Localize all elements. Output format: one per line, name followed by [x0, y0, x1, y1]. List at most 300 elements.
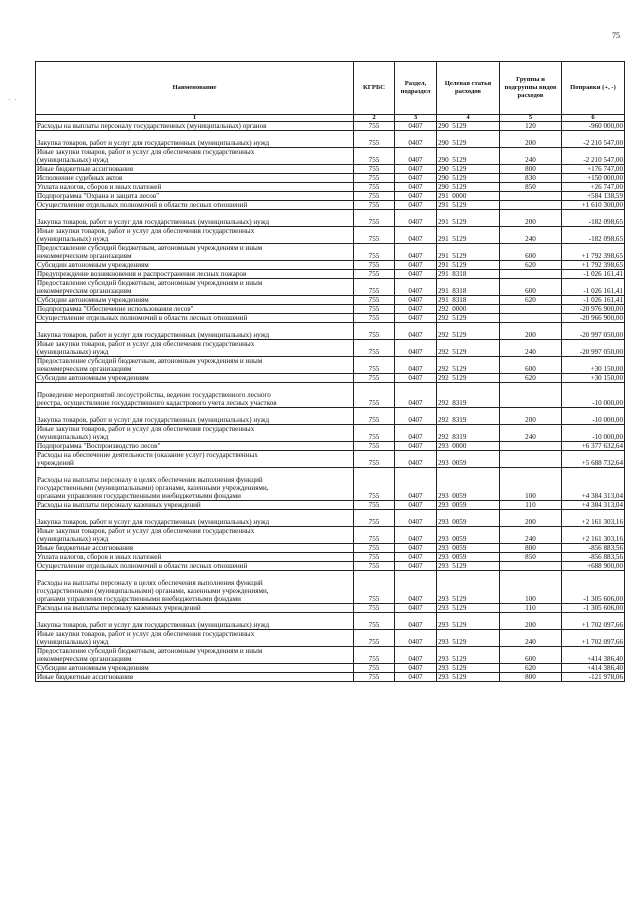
- table-row: [36, 261, 625, 270]
- row-name: [36, 664, 354, 673]
- table-row: [36, 374, 625, 383]
- row-group: [500, 192, 562, 201]
- column-number: 1: [36, 115, 354, 122]
- row-group: 600: [500, 244, 562, 261]
- row-section: 0407: [395, 571, 437, 604]
- row-group: 600: [500, 357, 562, 374]
- row-target: 290 5129: [437, 122, 500, 131]
- header-target: Целевая статья расходов: [437, 62, 500, 115]
- row-amount: -960 000,00: [562, 122, 625, 131]
- row-group: 200: [500, 131, 562, 148]
- row-group: 200: [500, 510, 562, 527]
- table-row: [36, 165, 625, 174]
- table-row: [36, 501, 625, 510]
- row-name: [36, 227, 354, 244]
- row-target: 291 5129: [437, 244, 500, 261]
- row-name: [36, 131, 354, 148]
- row-name-line: государственными (муниципальными) органами, казенными учреждениями,: [37, 484, 269, 492]
- row-kgrbs: 755: [354, 604, 395, 613]
- row-name-line: государственными (муниципальными) органами, казенными учреждениями,: [37, 587, 269, 595]
- row-name: [36, 510, 354, 527]
- row-name: [36, 148, 354, 165]
- row-group: 200: [500, 613, 562, 630]
- row-group: 600: [500, 279, 562, 296]
- row-section: 0407: [395, 664, 437, 673]
- table-row: [36, 383, 625, 408]
- row-name: [36, 647, 354, 664]
- row-name-line: Расходы на выплаты персоналу в целях обеспечения выполнения функций: [37, 579, 263, 587]
- row-name-line: Иные закупки товаров, работ и услуг для обеспечения государственных: [37, 527, 255, 535]
- row-kgrbs: 755: [354, 279, 395, 296]
- table-row: [36, 562, 625, 571]
- row-name-line: Расходы на выплаты персоналу казенных учреждений: [37, 501, 201, 509]
- row-target: 293 0000: [437, 442, 500, 451]
- row-amount: -856 883,56: [562, 544, 625, 553]
- row-group: [500, 562, 562, 571]
- row-amount: +1 792 398,65: [562, 244, 625, 261]
- row-amount: +688 900,00: [562, 562, 625, 571]
- row-name: [36, 210, 354, 227]
- row-name-line: (муниципальных) нужд: [37, 433, 109, 441]
- row-amount: +30 150,00: [562, 374, 625, 383]
- row-name-line: Субсидии автономным учреждениям: [37, 296, 149, 304]
- row-name-line: органами управления государственными внебюджетными фондами: [37, 595, 241, 603]
- row-target: 292 5129: [437, 340, 500, 357]
- row-section: 0407: [395, 131, 437, 148]
- column-number: 4: [437, 115, 500, 122]
- row-target: 292 5129: [437, 314, 500, 323]
- table-row: [36, 279, 625, 296]
- row-section: 0407: [395, 357, 437, 374]
- row-name-line: (муниципальных) нужд: [37, 156, 109, 164]
- row-amount: +1 702 097,66: [562, 613, 625, 630]
- row-kgrbs: 755: [354, 425, 395, 442]
- row-name-line: Закупка товаров, работ и услуг для государственных (муниципальных) нужд: [37, 416, 270, 424]
- row-kgrbs: 755: [354, 201, 395, 210]
- row-name-line: [37, 613, 352, 621]
- table-row: [36, 296, 625, 305]
- row-group: [500, 305, 562, 314]
- row-section: 0407: [395, 279, 437, 296]
- row-target: 293 0059: [437, 527, 500, 544]
- row-group: 200: [500, 323, 562, 340]
- row-kgrbs: 755: [354, 647, 395, 664]
- row-target: 293 5129: [437, 604, 500, 613]
- row-name-line: Расходы на выплаты персоналу казенных учреждений: [37, 604, 201, 612]
- row-section: 0407: [395, 604, 437, 613]
- row-name: [36, 122, 354, 131]
- table-row: [36, 510, 625, 527]
- row-amount: -10 000,00: [562, 383, 625, 408]
- row-name: [36, 305, 354, 314]
- row-amount: -2 210 547,00: [562, 131, 625, 148]
- row-name-line: Предоставление субсидий бюджетным, автономным учреждениям и иным: [37, 647, 263, 655]
- row-section: 0407: [395, 408, 437, 425]
- column-number: 2: [354, 115, 395, 122]
- row-amount: -2 210 547,00: [562, 148, 625, 165]
- table-row: [36, 227, 625, 244]
- row-section: 0407: [395, 192, 437, 201]
- table-row: [36, 305, 625, 314]
- row-name-line: некоммерческим организациям: [37, 252, 132, 260]
- row-group: 800: [500, 165, 562, 174]
- row-section: 0407: [395, 613, 437, 630]
- row-kgrbs: 755: [354, 227, 395, 244]
- row-group: 240: [500, 527, 562, 544]
- row-amount: +30 150,00: [562, 357, 625, 374]
- row-kgrbs: 755: [354, 630, 395, 647]
- row-section: 0407: [395, 527, 437, 544]
- row-kgrbs: 755: [354, 305, 395, 314]
- row-target: 293 0059: [437, 544, 500, 553]
- row-name: [36, 562, 354, 571]
- row-target: 291 8318: [437, 270, 500, 279]
- row-amount: -10 000,00: [562, 425, 625, 442]
- row-group: 240: [500, 148, 562, 165]
- row-name: [36, 442, 354, 451]
- row-name: [36, 174, 354, 183]
- row-name: [36, 501, 354, 510]
- row-amount: -20 997 050,00: [562, 323, 625, 340]
- row-name: [36, 270, 354, 279]
- table-row: [36, 210, 625, 227]
- row-name: [36, 544, 354, 553]
- row-kgrbs: 755: [354, 501, 395, 510]
- column-number: 5: [500, 115, 562, 122]
- row-amount: +5 688 732,64: [562, 451, 625, 468]
- row-target: 293 0059: [437, 553, 500, 562]
- row-name-line: Иные закупки товаров, работ и услуг для обеспечения государственных: [37, 148, 255, 156]
- row-name-line: Расходы на выплаты персоналу в целях обеспечения выполнения функций: [37, 476, 263, 484]
- table-row: [36, 244, 625, 261]
- row-target: 293 5129: [437, 571, 500, 604]
- row-section: 0407: [395, 630, 437, 647]
- row-target: 290 5129: [437, 148, 500, 165]
- row-name: [36, 244, 354, 261]
- row-group: 830: [500, 174, 562, 183]
- row-name-line: Субсидии автономным учреждениям: [37, 664, 149, 672]
- table-row: [36, 122, 625, 131]
- row-section: 0407: [395, 553, 437, 562]
- row-name: [36, 408, 354, 425]
- row-amount: -182 098,65: [562, 210, 625, 227]
- row-target: 293 0059: [437, 451, 500, 468]
- table-row: [36, 192, 625, 201]
- row-group: 100: [500, 571, 562, 604]
- row-target: 292 8319: [437, 408, 500, 425]
- row-kgrbs: 755: [354, 562, 395, 571]
- row-name: [36, 383, 354, 408]
- row-group: 120: [500, 122, 562, 131]
- table-row: [36, 604, 625, 613]
- row-group: 240: [500, 340, 562, 357]
- row-amount: -1 305 606,00: [562, 571, 625, 604]
- row-name-line: реестра, осуществление государственного кадастрового учета лесных участков: [37, 399, 277, 407]
- row-target: 293 5129: [437, 664, 500, 673]
- row-name-line: Предоставление субсидий бюджетным, автономным учреждениям и иным: [37, 244, 263, 252]
- row-group: 620: [500, 664, 562, 673]
- row-name: [36, 553, 354, 562]
- row-target: 290 5129: [437, 183, 500, 192]
- row-target: 291 8318: [437, 296, 500, 305]
- margin-scan-marks: · ·: [8, 96, 18, 104]
- table-row: [36, 630, 625, 647]
- table-row: [36, 468, 625, 501]
- row-amount: -1 026 161,41: [562, 270, 625, 279]
- row-group: [500, 383, 562, 408]
- row-amount: +4 384 313,04: [562, 468, 625, 501]
- table-row: [36, 340, 625, 357]
- table-row: [36, 357, 625, 374]
- row-target: 291 5129: [437, 201, 500, 210]
- row-group: [500, 270, 562, 279]
- row-name-line: Закупка товаров, работ и услуг для государственных (муниципальных) нужд: [37, 621, 270, 629]
- row-group: 850: [500, 183, 562, 192]
- row-section: 0407: [395, 323, 437, 340]
- row-name-line: Субсидии автономным учреждениям: [37, 374, 149, 382]
- row-name: [36, 357, 354, 374]
- row-target: 291 5129: [437, 261, 500, 270]
- row-kgrbs: 755: [354, 148, 395, 165]
- row-target: 290 5129: [437, 174, 500, 183]
- row-section: 0407: [395, 122, 437, 131]
- row-amount: -856 883,56: [562, 553, 625, 562]
- row-name-line: [37, 131, 352, 139]
- table-body: [36, 122, 625, 682]
- header-name: Наименование: [36, 62, 354, 115]
- table-row: [36, 131, 625, 148]
- row-name: [36, 323, 354, 340]
- row-name: [36, 314, 354, 323]
- row-name-line: Уплата налогов, сборов и иных платежей: [37, 183, 162, 191]
- row-name-line: [37, 210, 352, 218]
- row-target: 291 5129: [437, 210, 500, 227]
- row-kgrbs: 755: [354, 468, 395, 501]
- row-kgrbs: 755: [354, 192, 395, 201]
- row-name: [36, 604, 354, 613]
- row-name-line: Предоставление субсидий бюджетным, автономным учреждениям и иным: [37, 357, 263, 365]
- row-amount: -20 976 900,00: [562, 305, 625, 314]
- row-amount: +1 792 398,65: [562, 261, 625, 270]
- page-number: 75: [612, 31, 620, 40]
- row-name-line: (муниципальных) нужд: [37, 638, 109, 646]
- row-amount: +2 161 303,16: [562, 527, 625, 544]
- row-name-line: [37, 323, 352, 331]
- row-target: 290 5129: [437, 131, 500, 148]
- row-target: 292 5129: [437, 374, 500, 383]
- column-number: 6: [562, 115, 625, 122]
- row-kgrbs: 755: [354, 442, 395, 451]
- row-name-line: Закупка товаров, работ и услуг для государственных (муниципальных) нужд: [37, 518, 270, 526]
- row-target: 293 5129: [437, 613, 500, 630]
- row-kgrbs: 755: [354, 571, 395, 604]
- row-amount: -1 026 161,41: [562, 279, 625, 296]
- row-name-line: некоммерческим организациям: [37, 287, 132, 295]
- row-kgrbs: 755: [354, 165, 395, 174]
- row-name-line: учреждений: [37, 459, 74, 467]
- row-name-line: Осуществление отдельных полномочий в области лесных отношений: [37, 314, 248, 322]
- row-amount: -121 978,06: [562, 673, 625, 682]
- table-row: [36, 174, 625, 183]
- row-section: 0407: [395, 468, 437, 501]
- row-name-line: [37, 571, 352, 579]
- table-row: [36, 270, 625, 279]
- header-amendments: Поправки (+, -): [562, 62, 625, 115]
- row-name-line: Уплата налогов, сборов и иных платежей: [37, 553, 162, 561]
- row-amount: +414 386,40: [562, 647, 625, 664]
- row-name-line: [37, 510, 352, 518]
- row-name-line: Подпрограмма "Охрана и защита лесов": [37, 192, 160, 200]
- row-section: 0407: [395, 544, 437, 553]
- row-name: [36, 374, 354, 383]
- column-number: 3: [395, 115, 437, 122]
- row-section: 0407: [395, 261, 437, 270]
- row-name-line: (муниципальных) нужд: [37, 535, 109, 543]
- row-name: [36, 571, 354, 604]
- row-section: 0407: [395, 501, 437, 510]
- row-group: 620: [500, 374, 562, 383]
- row-name: [36, 613, 354, 630]
- row-name: [36, 630, 354, 647]
- row-name: [36, 261, 354, 270]
- row-section: 0407: [395, 183, 437, 192]
- row-group: 600: [500, 647, 562, 664]
- row-name-line: Закупка товаров, работ и услуг для государственных (муниципальных) нужд: [37, 139, 270, 147]
- table-row: [36, 664, 625, 673]
- row-kgrbs: 755: [354, 613, 395, 630]
- row-name-line: (муниципальных) нужд: [37, 348, 109, 356]
- row-kgrbs: 755: [354, 383, 395, 408]
- row-kgrbs: 755: [354, 673, 395, 682]
- table-row: [36, 408, 625, 425]
- row-group: 620: [500, 296, 562, 305]
- row-kgrbs: 755: [354, 374, 395, 383]
- table-row: [36, 451, 625, 468]
- row-amount: -1 026 161,41: [562, 296, 625, 305]
- row-kgrbs: 755: [354, 261, 395, 270]
- row-name-line: Предупреждение возникновения и распространения лесных пожаров: [37, 270, 247, 278]
- table-row: [36, 673, 625, 682]
- table-row: [36, 647, 625, 664]
- row-kgrbs: 755: [354, 408, 395, 425]
- row-amount: +6 377 632,64: [562, 442, 625, 451]
- row-group: 620: [500, 261, 562, 270]
- row-section: 0407: [395, 201, 437, 210]
- row-name: [36, 340, 354, 357]
- row-group: 200: [500, 408, 562, 425]
- row-group: 240: [500, 227, 562, 244]
- row-target: 293 5129: [437, 673, 500, 682]
- row-kgrbs: 755: [354, 664, 395, 673]
- row-name-line: Осуществление отдельных полномочий в области лесных отношений: [37, 562, 248, 570]
- row-amount: +26 747,00: [562, 183, 625, 192]
- row-name-line: Осуществление отдельных полномочий в области лесных отношений: [37, 201, 248, 209]
- row-group: 100: [500, 468, 562, 501]
- row-kgrbs: 755: [354, 510, 395, 527]
- row-amount: +414 386,40: [562, 664, 625, 673]
- row-group: [500, 314, 562, 323]
- row-group: 850: [500, 553, 562, 562]
- row-group: [500, 442, 562, 451]
- table-row: [36, 442, 625, 451]
- header-groups: Группы и подгруппы видов расходов: [500, 62, 562, 115]
- row-kgrbs: 755: [354, 357, 395, 374]
- row-amount: +150 000,00: [562, 174, 625, 183]
- row-name-line: Иные закупки товаров, работ и услуг для обеспечения государственных: [37, 425, 255, 433]
- row-section: 0407: [395, 340, 437, 357]
- row-name-line: Расходы на обеспечение деятельности (оказание услуг) государственных: [37, 451, 258, 459]
- row-section: 0407: [395, 562, 437, 571]
- row-section: 0407: [395, 374, 437, 383]
- row-section: 0407: [395, 227, 437, 244]
- row-amount: +2 161 303,16: [562, 510, 625, 527]
- row-kgrbs: 755: [354, 131, 395, 148]
- table-header-row: [36, 62, 625, 115]
- row-section: 0407: [395, 244, 437, 261]
- row-name-line: Иные закупки товаров, работ и услуг для обеспечения государственных: [37, 227, 255, 235]
- row-name: [36, 192, 354, 201]
- table-row: [36, 183, 625, 192]
- table-row: [36, 571, 625, 604]
- row-kgrbs: 755: [354, 174, 395, 183]
- row-section: 0407: [395, 296, 437, 305]
- row-amount: -182 098,65: [562, 227, 625, 244]
- table-row: [36, 314, 625, 323]
- row-group: 800: [500, 673, 562, 682]
- row-name-line: органами управления государственными внебюджетными фондами: [37, 492, 241, 500]
- header-section: Раздел, подраздел: [395, 62, 437, 115]
- row-target: 293 5129: [437, 630, 500, 647]
- row-name-line: Проведение мероприятий лесоустройства, ведение государственного лесного: [37, 391, 271, 399]
- row-name-line: Иные бюджетные ассигнования: [37, 673, 134, 681]
- row-kgrbs: 755: [354, 270, 395, 279]
- row-amount: -20 966 900,00: [562, 314, 625, 323]
- row-name: [36, 673, 354, 682]
- row-section: 0407: [395, 148, 437, 165]
- row-amount: +1 702 097,66: [562, 630, 625, 647]
- row-section: 0407: [395, 165, 437, 174]
- row-target: 292 5129: [437, 323, 500, 340]
- row-section: 0407: [395, 210, 437, 227]
- row-name-line: некоммерческим организациям: [37, 655, 132, 663]
- row-amount: +176 747,00: [562, 165, 625, 174]
- table-row: [36, 148, 625, 165]
- row-target: 293 5129: [437, 647, 500, 664]
- row-name-line: Иные бюджетные ассигнования: [37, 165, 134, 173]
- row-name-line: Иные бюджетные ассигнования: [37, 544, 134, 552]
- row-target: 293 0059: [437, 510, 500, 527]
- row-name-line: [37, 468, 352, 476]
- header-kgrbs: КГРБС: [354, 62, 395, 115]
- row-target: 292 8319: [437, 425, 500, 442]
- row-kgrbs: 755: [354, 340, 395, 357]
- row-section: 0407: [395, 314, 437, 323]
- row-name-line: некоммерческим организациям: [37, 365, 132, 373]
- row-name-line: Расходы на выплаты персоналу государственных (муниципальных) органов: [37, 122, 267, 130]
- row-target: 291 0000: [437, 192, 500, 201]
- row-section: 0407: [395, 442, 437, 451]
- row-section: 0407: [395, 383, 437, 408]
- row-kgrbs: 755: [354, 296, 395, 305]
- row-name-line: Предоставление субсидий бюджетным, автономным учреждениям и иным: [37, 279, 263, 287]
- row-group: 240: [500, 425, 562, 442]
- row-amount: +584 138,59: [562, 192, 625, 201]
- row-name-line: Подпрограмма "Обеспечение использования лесов": [37, 305, 194, 313]
- row-group: 110: [500, 501, 562, 510]
- table-row: [36, 613, 625, 630]
- row-name: [36, 451, 354, 468]
- row-name-line: Иные закупки товаров, работ и услуг для обеспечения государственных: [37, 630, 255, 638]
